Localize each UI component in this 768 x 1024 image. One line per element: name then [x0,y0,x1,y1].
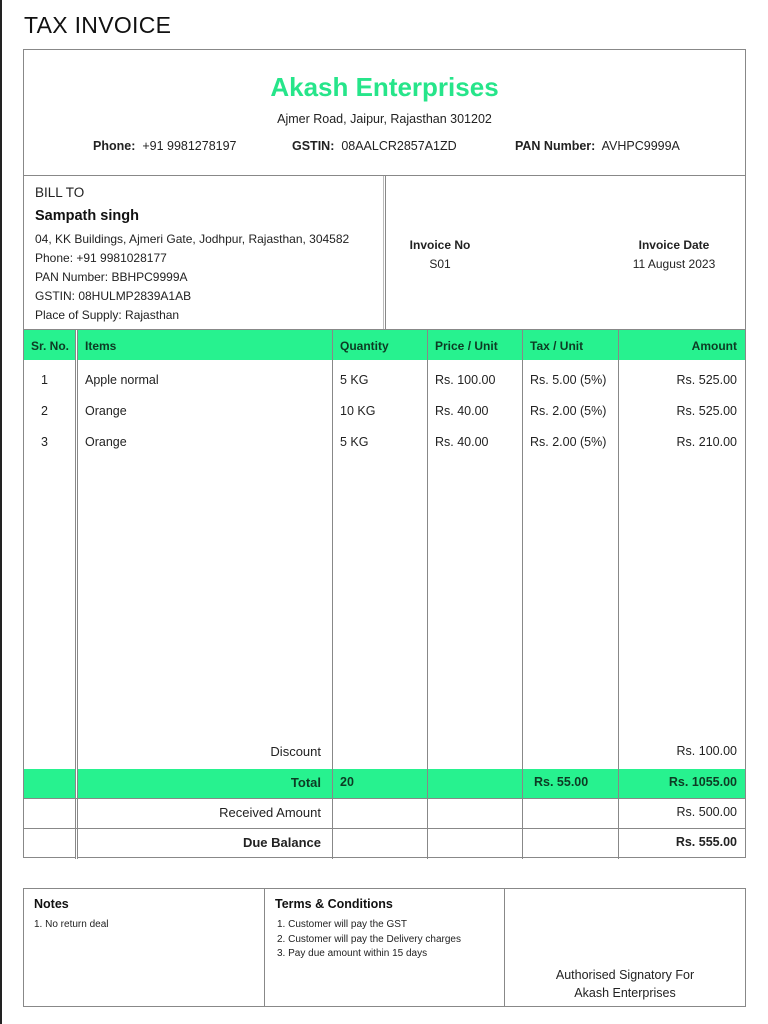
invoice-date-block [624,238,724,271]
column-header-sr: Sr. No. [31,339,70,353]
column-header-amount: Amount [691,339,737,353]
bill-to-panel [24,176,386,329]
column-header-quantity: Quantity [340,339,389,353]
notes-panel [24,889,264,1006]
column-divider [618,330,619,859]
row-amount: Rs. 525.00 [676,404,737,418]
row-quantity: 5 KG [340,435,369,449]
discount-label: Discount [270,744,321,759]
customer-address: 04, KK Buildings, Ajmeri Gate, Jodhpur, Rajasthan, 304582 [35,232,350,246]
terms-label: Terms & Conditions [275,897,393,911]
row-item: Orange [85,435,127,449]
company-gstin-label: GSTIN: [292,139,335,153]
column-divider [75,330,78,859]
page-edge-line [0,0,2,1024]
row-price: Rs. 40.00 [435,404,489,418]
customer-pan: PAN Number: BBHPC9999A [35,270,188,284]
footer-section [23,888,746,1007]
company-gstin [292,139,457,153]
due-balance-label: Due Balance [242,835,321,850]
received-label: Received Amount [219,805,321,820]
company-phone-label: Phone: [93,139,136,153]
items-table [23,329,746,858]
invoice-date-label: Invoice Date [638,238,710,252]
notes-label: Notes [34,897,69,911]
row-tax: Rs. 2.00 (5%) [530,404,607,418]
total-tax: Rs. 55.00 [534,775,589,789]
company-name: Akash Enterprises [270,72,499,102]
document-title: TAX INVOICE [24,12,172,38]
row-price: Rs. 40.00 [435,435,489,449]
row-sr: 3 [41,435,48,449]
row-tax: Rs. 5.00 (5%) [530,373,607,387]
company-pan [515,139,680,153]
invoice-number-label: Invoice No [409,238,471,252]
company-phone [93,139,237,153]
total-amount: Rs. 1055.00 [668,775,737,789]
column-header-price: Price / Unit [435,339,498,353]
bill-divider [383,176,384,329]
due-balance-amount: Rs. 555.00 [675,835,737,849]
column-header-items: Items [85,339,117,353]
invoice-number-block [407,238,473,271]
term-item: 3. Pay due amount within 15 days [277,948,428,959]
row-price: Rs. 100.00 [435,373,496,387]
customer-phone: Phone: +91 9981028177 [35,251,167,265]
invoice-date: 11 August 2023 [632,257,716,271]
signatory-panel [504,889,745,1006]
total-label: Total [290,775,321,790]
row-quantity: 10 KG [340,404,376,418]
term-item: 1. Customer will pay the GST [277,919,408,930]
terms-panel [264,889,504,1006]
company-header [23,49,746,176]
row-sr: 1 [41,373,48,387]
note-item: 1. No return deal [34,919,109,930]
row-amount: Rs. 525.00 [676,373,737,387]
column-divider [427,330,428,859]
bill-to-label: BILL TO [35,185,85,200]
row-quantity: 5 KG [340,373,369,387]
row-item: Apple normal [85,373,159,387]
row-divider [24,828,745,829]
company-gstin-value: 08AALCR2857A1ZD [341,139,457,153]
column-header-tax: Tax / Unit [530,339,584,353]
company-phone-value: +91 9981278197 [142,139,237,153]
invoice-number: S01 [429,257,451,271]
customer-gstin: GSTIN: 08HULMP2839A1AB [35,289,192,303]
column-divider [332,330,333,859]
received-amount: Rs. 500.00 [676,805,737,819]
column-divider [522,330,523,859]
row-divider [24,798,745,799]
row-amount: Rs. 210.00 [676,435,737,449]
total-row-bar [24,769,745,798]
place-of-supply: Place of Supply: Rajasthan [35,308,180,322]
signatory-company: Akash Enterprises [574,986,676,1000]
company-address: Ajmer Road, Jaipur, Rajasthan 301202 [277,112,492,126]
signatory-label: Authorised Signatory For [555,968,695,982]
term-item: 2. Customer will pay the Delivery charges [277,934,461,945]
discount-amount: Rs. 100.00 [676,744,737,758]
customer-name: Sampath singh [35,208,139,224]
row-sr: 2 [41,404,48,418]
row-tax: Rs. 2.00 (5%) [530,435,607,449]
row-item: Orange [85,404,127,418]
total-quantity: 20 [340,775,354,789]
bill-section [23,175,746,329]
company-pan-value: AVHPC9999A [601,139,680,153]
company-pan-label: PAN Number: [515,139,596,153]
